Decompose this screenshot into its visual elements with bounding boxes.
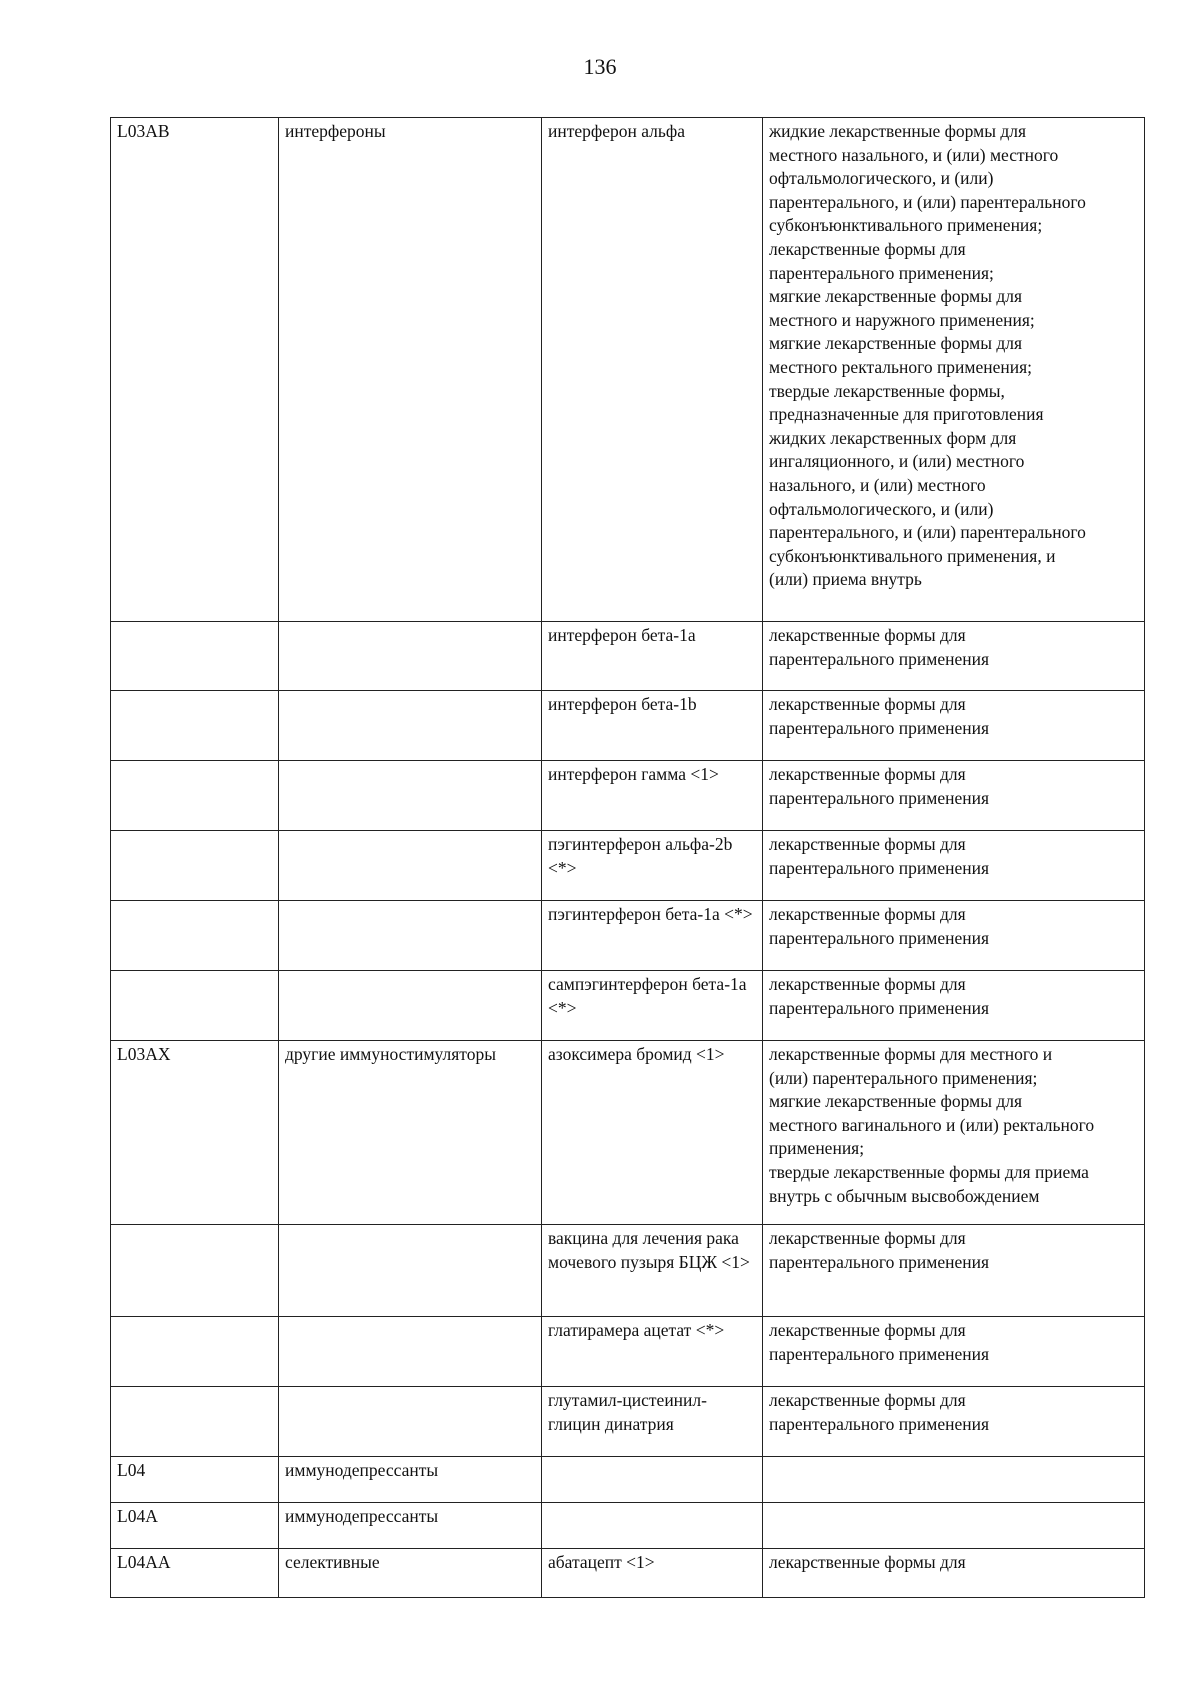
atc-code-cell: L04AA xyxy=(111,1549,279,1598)
table-row xyxy=(111,1457,1145,1503)
atc-code-cell: L04 xyxy=(111,1457,279,1503)
table-row xyxy=(111,831,1145,901)
group-cell xyxy=(279,1317,542,1387)
table-row xyxy=(111,691,1145,761)
dosage-forms-cell xyxy=(763,901,1145,971)
dosage-form-line: мягкие лекарственные формы для xyxy=(769,1091,1023,1112)
group-cell xyxy=(279,1387,542,1457)
dosage-forms-cell xyxy=(763,1317,1145,1387)
dosage-form-line: лекарственные формы для местного и xyxy=(769,1044,1053,1064)
dosage-form-line: мягкие лекарственные формы для xyxy=(769,333,1023,354)
table-row xyxy=(111,1503,1145,1549)
dosage-form-line: местного и наружного применения; xyxy=(769,309,1035,330)
dosage-form-line: парентерального применения xyxy=(769,717,990,738)
dosage-form-line: назального, и (или) местного xyxy=(769,474,986,495)
page-number: 136 xyxy=(583,54,617,79)
dosage-form-line: лекарственные формы для xyxy=(769,764,966,784)
dosage-form-line: внутрь с обычным высвобождением xyxy=(769,1185,1040,1206)
dosage-form-line: парентерального применения xyxy=(769,787,990,808)
drug-name-cell: пэгинтерферон бета-1a <*> xyxy=(542,901,763,971)
table-row xyxy=(111,622,1145,691)
table-row xyxy=(111,901,1145,971)
dosage-form-line: жидкие лекарственные формы для xyxy=(769,121,1027,141)
dosage-forms-cell xyxy=(763,831,1145,901)
table-row xyxy=(111,1387,1145,1457)
drug-name-cell: сампэгинтерферон бета-1a <*> xyxy=(542,971,763,1041)
group-cell xyxy=(279,622,542,691)
group-cell xyxy=(279,1225,542,1317)
dosage-form-line: парентерального применения xyxy=(769,1413,990,1434)
atc-code-cell: L03AB xyxy=(111,118,279,622)
dosage-form-line: мягкие лекарственные формы для xyxy=(769,286,1023,307)
dosage-form-line: парентерального применения xyxy=(769,857,990,878)
dosage-form-line: парентерального применения xyxy=(769,997,990,1018)
dosage-forms-cell xyxy=(763,1041,1145,1225)
drug-name-cell: пэгинтерферон альфа-2b <*> xyxy=(542,831,763,901)
dosage-forms-cell xyxy=(763,622,1145,691)
drug-table xyxy=(110,117,1145,1598)
atc-code-cell: L04A xyxy=(111,1503,279,1549)
dosage-forms-cell xyxy=(763,1549,1145,1598)
dosage-form-line: лекарственные формы для xyxy=(769,974,966,994)
dosage-form-line: лекарственные формы для xyxy=(769,834,966,854)
dosage-forms-cell xyxy=(763,1387,1145,1457)
dosage-form-line: парентерального, и (или) парентерального xyxy=(769,191,1086,212)
dosage-form-line: твердые лекарственные формы для приема xyxy=(769,1161,1089,1182)
table-row xyxy=(111,118,1145,622)
drug-name-cell: глатирамера ацетат <*> xyxy=(542,1317,763,1387)
dosage-form-line: лекарственные формы для xyxy=(769,1320,966,1340)
drug-name-cell: вакцина для лечения рака мочевого пузыря БЦЖ <1> xyxy=(542,1225,763,1317)
table-row xyxy=(111,1317,1145,1387)
dosage-form-line: жидких лекарственных форм для xyxy=(769,427,1017,448)
dosage-form-line: предназначенные для приготовления xyxy=(769,404,1044,425)
drug-name-cell xyxy=(542,1457,763,1503)
dosage-forms-cell xyxy=(763,118,1145,622)
dosage-form-line: офтальмологического, и (или) xyxy=(769,498,994,519)
dosage-form-line: (или) парентерального применения; xyxy=(769,1067,1038,1088)
dosage-form-line: местного ректального применения; xyxy=(769,356,1033,377)
dosage-form-line: субконъюнктивального применения; xyxy=(769,215,1043,236)
drug-name-cell: интерферон бета-1b xyxy=(542,691,763,761)
table-row xyxy=(111,1549,1145,1598)
dosage-form-line: парентерального применения; xyxy=(769,262,994,283)
group-cell xyxy=(279,971,542,1041)
drug-name-cell: интерферон гамма <1> xyxy=(542,761,763,831)
drug-name-cell: азоксимера бромид <1> xyxy=(542,1041,763,1225)
group-cell: иммунодепрессанты xyxy=(279,1503,542,1549)
dosage-form-line: применения; xyxy=(769,1138,865,1159)
atc-code-cell xyxy=(111,971,279,1041)
dosage-form-line: парентерального применения xyxy=(769,648,990,669)
dosage-forms-cell xyxy=(763,1503,1145,1549)
group-cell xyxy=(279,831,542,901)
dosage-form-line: лекарственные формы для xyxy=(769,694,966,714)
dosage-form-line: местного назального, и (или) местного xyxy=(769,144,1059,165)
table-row xyxy=(111,971,1145,1041)
dosage-form-line: субконъюнктивального применения, и xyxy=(769,545,1056,566)
dosage-form-line: местного вагинального и (или) ректального xyxy=(769,1114,1095,1135)
atc-code-cell xyxy=(111,691,279,761)
atc-code-cell xyxy=(111,761,279,831)
dosage-forms-cell xyxy=(763,1225,1145,1317)
dosage-form-line: парентерального применения xyxy=(769,927,990,948)
dosage-form-line: твердые лекарственные формы, xyxy=(769,380,1005,401)
dosage-form-line: парентерального применения xyxy=(769,1343,990,1364)
drug-name-cell xyxy=(542,1503,763,1549)
dosage-form-line: ингаляционного, и (или) местного xyxy=(769,451,1025,472)
dosage-form-line: парентерального применения xyxy=(769,1251,990,1272)
dosage-form-line: лекарственные формы для xyxy=(769,625,966,645)
group-cell xyxy=(279,761,542,831)
drug-name-cell: глутамил-цистеинил-глицин динатрия xyxy=(542,1387,763,1457)
group-cell xyxy=(279,901,542,971)
dosage-form-line: лекарственные формы для xyxy=(769,904,966,924)
group-cell: интерфероны xyxy=(279,118,542,622)
atc-code-cell: L03AX xyxy=(111,1041,279,1225)
atc-code-cell xyxy=(111,622,279,691)
table-row xyxy=(111,761,1145,831)
dosage-form-line: лекарственные формы для xyxy=(769,1552,966,1572)
drug-name-cell: интерферон альфа xyxy=(542,118,763,622)
group-cell xyxy=(279,691,542,761)
drug-name-cell: абатацепт <1> xyxy=(542,1549,763,1598)
atc-code-cell xyxy=(111,1387,279,1457)
atc-code-cell xyxy=(111,1317,279,1387)
atc-code-cell xyxy=(111,831,279,901)
group-cell: иммунодепрессанты xyxy=(279,1457,542,1503)
dosage-form-line: лекарственные формы для xyxy=(769,1228,966,1248)
drug-name-cell: интерферон бета-1a xyxy=(542,622,763,691)
dosage-forms-cell xyxy=(763,761,1145,831)
table-body xyxy=(111,118,1145,1598)
group-cell: селективные xyxy=(279,1549,542,1598)
dosage-forms-cell xyxy=(763,691,1145,761)
group-cell: другие иммуностимуляторы xyxy=(279,1041,542,1225)
atc-code-cell xyxy=(111,901,279,971)
dosage-form-line: лекарственные формы для xyxy=(769,1390,966,1410)
table-row xyxy=(111,1225,1145,1317)
dosage-form-line: (или) приема внутрь xyxy=(769,569,922,590)
dosage-form-line: офтальмологического, и (или) xyxy=(769,168,994,189)
dosage-form-line: парентерального, и (или) парентерального xyxy=(769,522,1086,543)
dosage-form-line: лекарственные формы для xyxy=(769,238,966,259)
atc-code-cell xyxy=(111,1225,279,1317)
table-row xyxy=(111,1041,1145,1225)
dosage-forms-cell xyxy=(763,1457,1145,1503)
dosage-forms-cell xyxy=(763,971,1145,1041)
